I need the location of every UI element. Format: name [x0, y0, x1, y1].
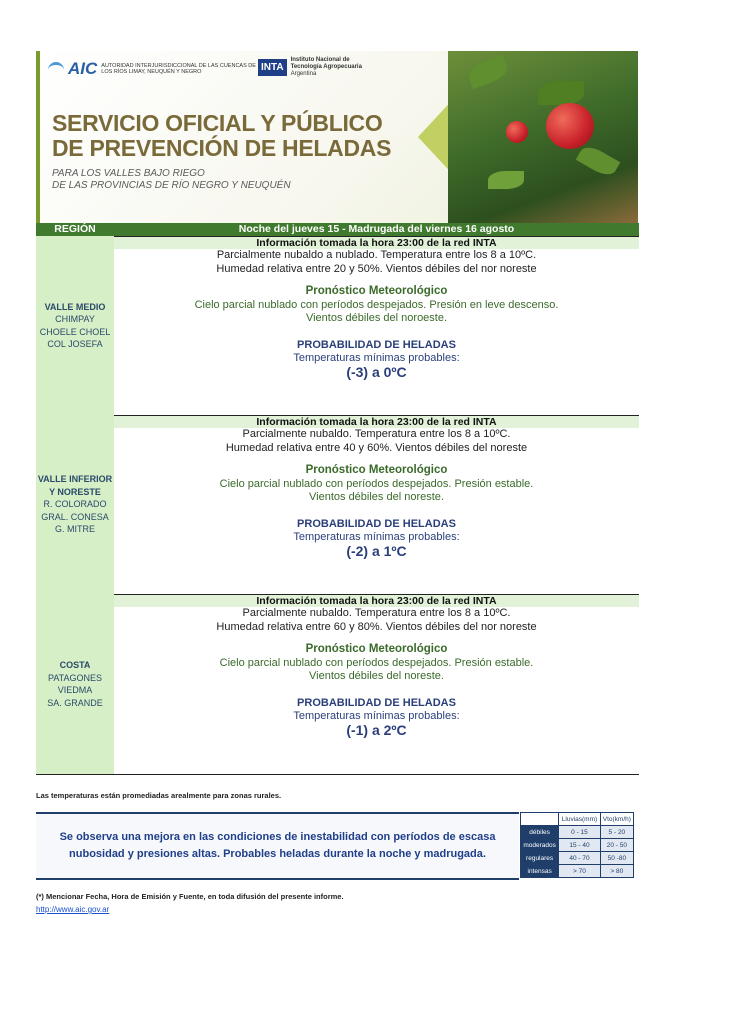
forecast-cell	[114, 594, 639, 774]
banner-title: SERVICIO OFICIAL Y PÚBLICO DE PREVENCIÓN DE HELADAS	[52, 110, 392, 161]
region-cell	[36, 236, 114, 415]
locality: COL JOSEFA	[47, 339, 103, 349]
region-name: VALLE INFERIOR	[37, 474, 113, 485]
legend-row: débiles 0 - 15 5 - 20	[521, 826, 634, 839]
forecast-cell	[114, 415, 639, 594]
region-cell	[36, 594, 114, 774]
forecast-title: Pronóstico Meteorológico	[305, 464, 448, 476]
inta-logo-mark: INTA	[258, 59, 287, 76]
frost-probability-title: PROBABILIDAD DE HELADAS	[297, 696, 456, 709]
aic-logo-mark: AIC	[68, 59, 98, 78]
region-name: VALLE MEDIO	[44, 301, 106, 312]
locality: VIEDMA	[57, 685, 93, 695]
forecast-line: Vientos débiles del noreste.	[309, 491, 444, 503]
region-section-valle-inferior	[36, 415, 639, 595]
min-temp-label: Temperaturas mínimas probables:	[293, 531, 460, 543]
legend-row: moderados 15 - 40 20 - 50	[521, 839, 634, 852]
legend-row: regulares 40 - 70 50 -80	[521, 852, 634, 865]
observation-line: Humedad relativa entre 20 y 50%. Vientos débiles del nor noreste	[216, 262, 537, 275]
forecast-line: Cielo parcial nublado con períodos despejados. Presión en leve descenso.	[194, 298, 559, 311]
frost-probability-title: PROBABILIDAD DE HELADAS	[297, 338, 456, 351]
banner-subtitle: PARA LOS VALLES BAJO RIEGO DE LAS PROVINCIAS DE RÍO NEGRO Y NEUQUÉN	[52, 168, 291, 191]
forecast-line: Cielo parcial nublado con períodos despejados. Presión estable.	[219, 656, 534, 669]
locality: SA. GRANDE	[47, 697, 103, 708]
locality: G. MITRE	[55, 524, 95, 535]
locality: CHIMPAY	[55, 314, 95, 324]
footer-citation-note: (*) Mencionar Fecha, Hora de Emisión y Fuente, en toda difusión del presente informe.	[36, 892, 344, 901]
region-name-2: Y NORESTE	[49, 486, 101, 497]
forecast-cell	[114, 236, 639, 415]
summary-line: Se observa una mejora en las condiciones de inestabilidad con períodos de escasa	[59, 831, 496, 843]
banner-accent-bar	[36, 51, 40, 223]
locality: R. COLORADO	[43, 499, 107, 510]
observation-line: Humedad relativa entre 60 y 80%. Vientos débiles del nor noreste	[216, 620, 537, 633]
region-column-header: REGIÓN	[36, 223, 114, 236]
observation-line: Parcialmente nubaldo. Temperatura entre los 8 a 10ºC.	[242, 607, 511, 619]
forecast-line: Cielo parcial nublado con períodos despejados. Presión estable.	[219, 477, 534, 490]
forecast-line: Vientos débiles del noreste.	[309, 670, 444, 682]
min-temp-value: (-3) a 0ºC	[346, 364, 407, 380]
min-temp-value: (-1) a 2ºC	[346, 722, 407, 738]
header-banner	[36, 51, 638, 223]
night-date-header: Noche del jueves 15 - Madrugada del viernes 16 agosto	[114, 223, 639, 236]
aic-logo-text: AUTORIDAD INTERJURISDICCIONAL DE LAS CUENCAS DE LOS RÍOS LIMAY, NEUQUÉN Y NEGRO	[101, 62, 256, 75]
region-name: COSTA	[59, 660, 91, 670]
locality: GRAL. CONESA	[41, 511, 109, 522]
region-section-costa	[36, 594, 639, 775]
min-temp-value: (-2) a 1ºC	[346, 543, 407, 559]
info-header: Información tomada la hora 23:00 de la red INTA	[114, 236, 639, 249]
forecast-title: Pronóstico Meteorológico	[305, 643, 448, 655]
summary-box	[36, 812, 519, 880]
observation-line: Parcialmente nubaldo. Temperatura entre los 8 a 10ºC.	[242, 428, 511, 440]
averaging-note: Las temperaturas están promediadas arealmente para zonas rurales.	[36, 791, 282, 800]
observation-line: Parcialmente nubaldo a nublado. Temperatura entre los 8 a 10ºC.	[216, 249, 537, 261]
inta-logo-text: Instituto Nacional de Tecnología Agropecuaria Argentina	[290, 57, 362, 77]
frost-probability-title: PROBABILIDAD DE HELADAS	[297, 517, 456, 530]
intensity-legend-table	[520, 812, 634, 878]
region-cell	[36, 415, 114, 594]
info-header: Información tomada la hora 23:00 de la red INTA	[114, 415, 639, 428]
summary-line: nubosidad y presiones altas. Probables heladas durante la noche y madrugada.	[69, 848, 486, 860]
aic-website-link[interactable]: http://www.aic.gov.ar	[36, 905, 110, 914]
aic-logo	[48, 59, 261, 79]
forecast-title: Pronóstico Meteorológico	[305, 285, 448, 297]
inta-logo	[258, 57, 362, 78]
info-header: Información tomada la hora 23:00 de la red INTA	[114, 594, 639, 607]
min-temp-label: Temperaturas mínimas probables:	[293, 710, 460, 722]
aic-wave-icon	[48, 62, 64, 77]
apple-tree-photo	[448, 51, 638, 223]
legend-header-wind: Vto(km/h)	[600, 813, 633, 826]
observation-line: Humedad relativa entre 40 y 60%. Vientos débiles del noreste	[225, 441, 528, 454]
locality: PATAGONES	[47, 672, 102, 683]
legend-row: intensas > 70 > 80	[521, 865, 634, 878]
region-section-valle-medio	[36, 236, 639, 416]
legend-header-rain: Lluvias(mm)	[559, 813, 601, 826]
locality: CHOELE CHOEL	[39, 326, 111, 337]
forecast-line: Vientos débiles del noroeste.	[305, 312, 448, 324]
min-temp-label: Temperaturas mínimas probables:	[293, 352, 460, 364]
